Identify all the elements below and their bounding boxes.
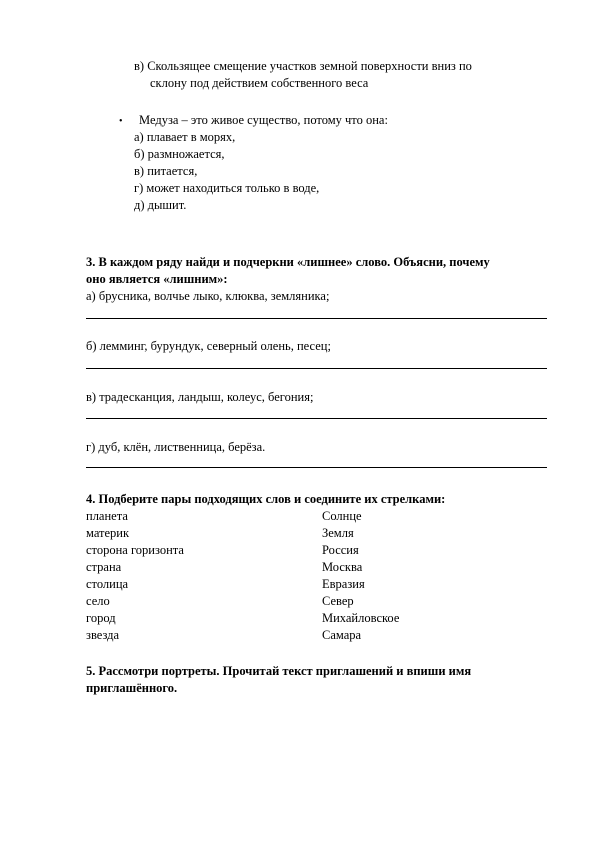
answer-line-a[interactable] bbox=[86, 318, 547, 319]
task4-left-item[interactable]: звезда bbox=[86, 628, 120, 642]
medusa-option-d: д) дышит. bbox=[134, 198, 187, 212]
answer-line-b[interactable] bbox=[86, 368, 547, 369]
task5-title-line-1: 5. Рассмотри портреты. Прочитай текст приглашений и впиши имя bbox=[86, 664, 472, 678]
task3-row-g: г) дуб, клён, лиственница, берёза. bbox=[86, 440, 266, 454]
bullet-icon: • bbox=[119, 116, 123, 127]
medusa-option-a: а) плавает в морях, bbox=[134, 130, 236, 144]
task4-right-item[interactable]: Самара bbox=[322, 628, 362, 642]
medusa-option-v: в) питается, bbox=[134, 164, 198, 178]
task3-row-b: б) лемминг, бурундук, северный олень, песец; bbox=[86, 339, 331, 353]
medusa-option-g: г) может находиться только в воде, bbox=[134, 181, 320, 195]
task4-left-item[interactable]: планета bbox=[86, 509, 128, 523]
answer-line-v[interactable] bbox=[86, 418, 547, 419]
task3-title-line-1: 3. В каждом ряду найди и подчеркни «лишнее» слово. Объясни, почему bbox=[86, 255, 490, 269]
task4-left-item[interactable]: материк bbox=[86, 526, 130, 540]
task4-right-item[interactable]: Москва bbox=[322, 560, 363, 574]
task4-left-item[interactable]: страна bbox=[86, 560, 122, 574]
medusa-question: Медуза – это живое существо, потому что она: bbox=[139, 113, 388, 127]
task4-right-item[interactable]: Солнце bbox=[322, 509, 362, 523]
medusa-option-b: б) размножается, bbox=[134, 147, 225, 161]
task4-title: 4. Подберите пары подходящих слов и соедините их стрелками: bbox=[86, 492, 446, 506]
top-option-line-2: склону под действием собственного веса bbox=[150, 76, 369, 90]
task4-right-item[interactable]: Россия bbox=[322, 543, 359, 557]
task3-title-line-2: оно является «лишним»: bbox=[86, 272, 228, 286]
task3-row-v: в) традесканция, ландыш, колеус, бегония; bbox=[86, 390, 314, 404]
top-option-line-1: в) Скользящее смещение участков земной поверхности вниз по bbox=[134, 59, 472, 73]
task4-right-item[interactable]: Север bbox=[322, 594, 354, 608]
task5-title-line-2: приглашённого. bbox=[86, 681, 178, 695]
task4-left-item[interactable]: город bbox=[86, 611, 116, 625]
answer-line-g[interactable] bbox=[86, 467, 547, 468]
task4-left-item[interactable]: село bbox=[86, 594, 110, 608]
task4-right-item[interactable]: Земля bbox=[322, 526, 354, 540]
task4-left-item[interactable]: сторона горизонта bbox=[86, 543, 184, 557]
task4-right-item[interactable]: Евразия bbox=[322, 577, 365, 591]
task4-left-item[interactable]: столица bbox=[86, 577, 129, 591]
task3-row-a: а) брусника, волчье лыко, клюква, земляника; bbox=[86, 289, 330, 303]
task4-right-item[interactable]: Михайловское bbox=[322, 611, 400, 625]
